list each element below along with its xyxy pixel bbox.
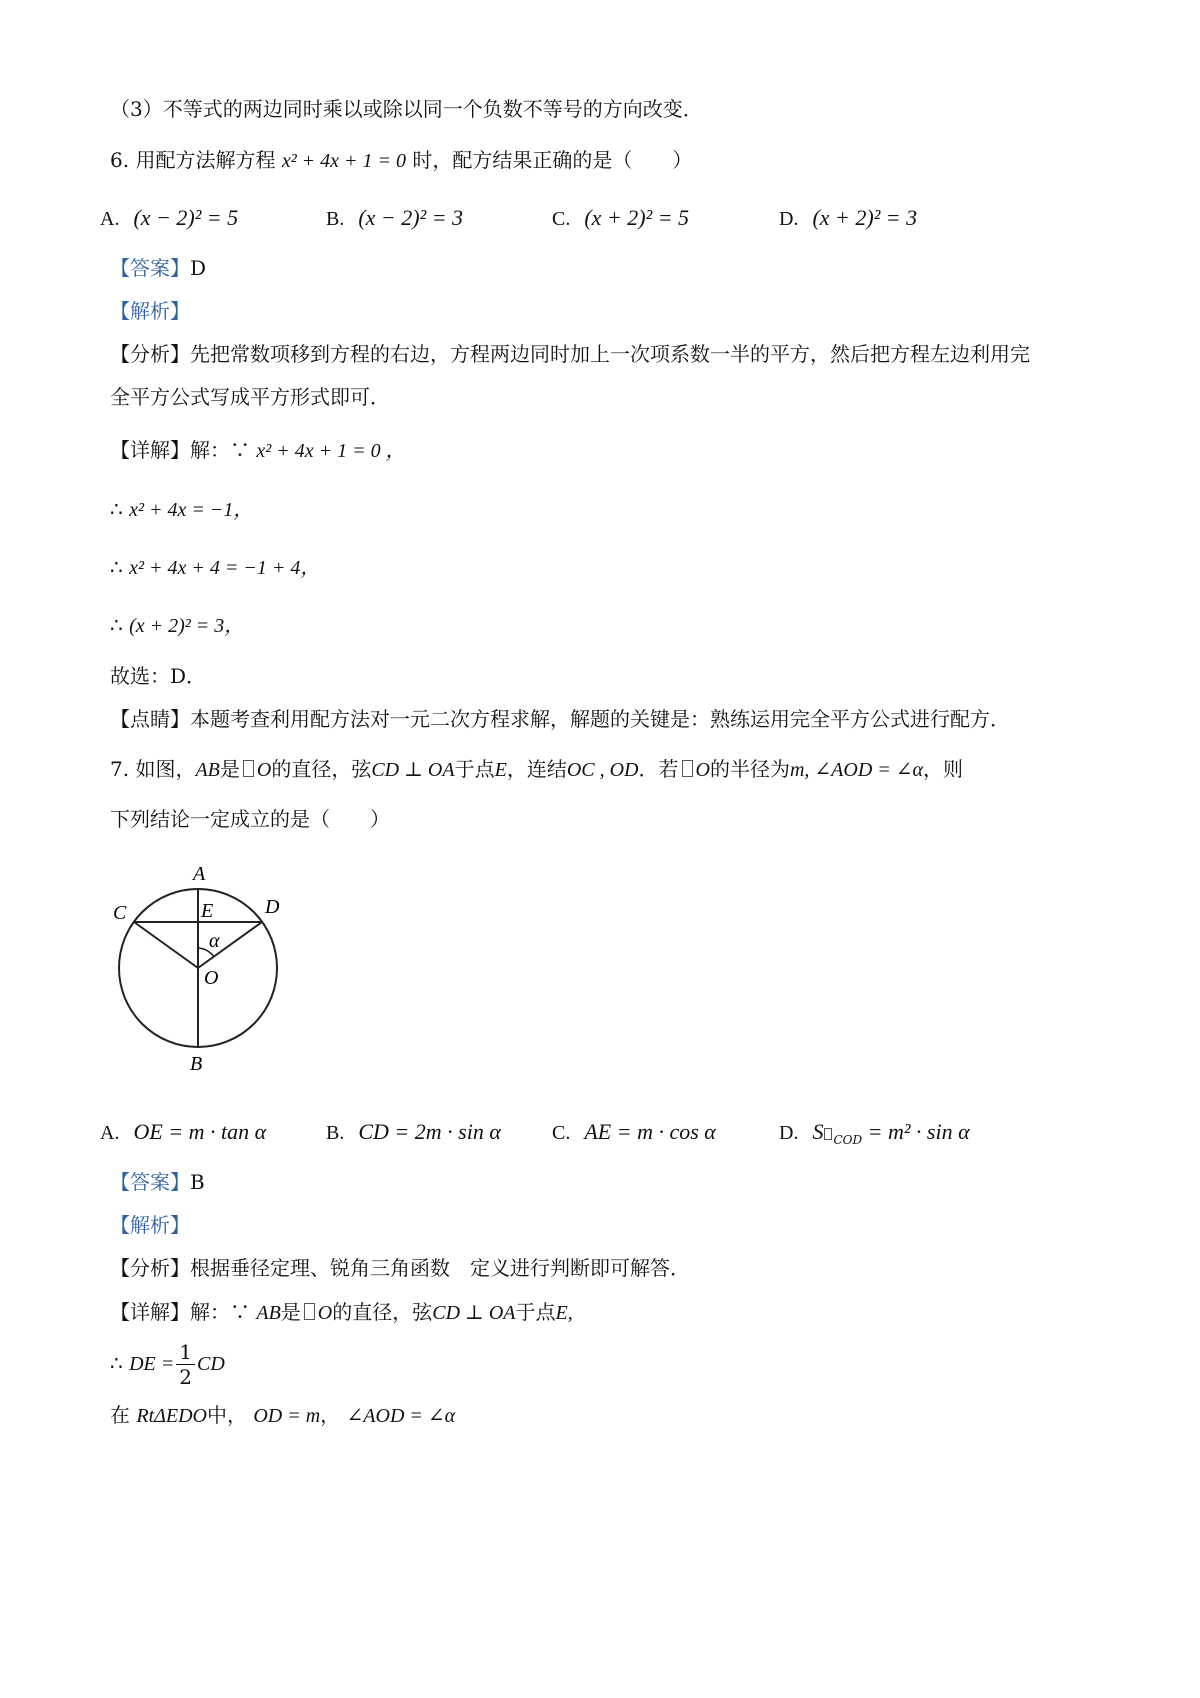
q6-answer [110,254,206,282]
circle-symbol-icon [243,760,254,777]
segment-oc [134,922,198,968]
circle-symbol-icon [682,760,693,777]
q6-step0: x² + 4x + 1 = 0 ， [256,440,406,462]
rule-3-text: （3）不等式的两边同时乘以或除以同一个负数不等号的方向改变． [110,97,703,121]
answer-tag: 【答案】 [110,1170,190,1194]
label-o: O [204,967,219,989]
q6-step2-line: ∴ x² + 4x + 4 = −1 + 4， [110,555,321,579]
q6-jiexi-tag: 【解析】 [110,299,190,323]
circle-figure [100,860,300,1080]
q6-step3: (x + 2)² = 3， [129,615,245,637]
label-b: B [190,1053,203,1075]
segment-od [198,922,262,968]
q6-equation: x² + 4x + 1 = 0 [281,150,407,172]
q6-prefix: 6. 用配方法解方程 [110,148,276,172]
q7-answer [110,1168,205,1196]
q6-stem [110,146,692,175]
q6-suffix: 时，配方结果正确的是（ ） [412,148,693,172]
answer-tag: 【答案】 [110,256,190,280]
q6-xiangjie: 【详解】解：∵ x² + 4x + 1 = 0 ， [110,438,406,462]
q7-de-line: ∴ DE = $\frac{1}{2}$ CD [110,1340,225,1389]
label-d: D [265,896,280,918]
q7-jiexi-tag: 【解析】 [110,1213,190,1237]
circle-symbol-icon [304,1303,315,1320]
q7-option-a: A. OE = m · tan α [100,1119,267,1144]
label-alpha: α [209,930,220,952]
q6-step2: x² + 4x + 4 = −1 + 4， [129,557,321,579]
label-c: C [113,902,127,924]
q7-option-c: C. AE = m · cos α [552,1119,716,1144]
q6-step3-line: ∴ (x + 2)² = 3， [110,613,245,637]
q7-fenxi: 【分析】根据垂径定理、锐角三角函数 定义进行判断即可解答． [110,1256,690,1280]
triangle-symbol-icon [824,1128,832,1140]
q6-dianjing: 【点睛】本题考查利用配方法对一元二次方程求解，解题的关键是：熟练运用完全平方公式进行配方． [110,707,1010,731]
q6-step1-line: ∴ x² + 4x = −1， [110,497,254,521]
q7-stem-line1: 7. 如图，AB是 O的直径，弦CD ⊥ OA于点E，连结OC , OD．若 O的半径为m, ∠AOD = ∠α，则 [110,757,964,781]
q6-option-d: D. (x + 2)² = 3 [779,205,918,230]
q6-option-a: A. (x − 2)² = 5 [100,205,239,230]
answer-value: D [190,256,207,280]
label-e: E [201,900,214,922]
q7-option-d: D. S $_{COD}$ = m² · sin α [779,1119,970,1147]
fraction-one-half: $\frac{1}{2}$ [176,1340,195,1389]
q7-stem-line2: 下列结论一定成立的是（ ） [110,807,390,831]
q7-last-line: 在 RtΔEDO中， OD = m， ∠AOD = ∠α [110,1403,456,1427]
q6-guxuan: 故选：D． [110,664,207,688]
label-a: A [193,863,206,885]
q7-option-b: B. CD = 2m · sin α [326,1119,501,1144]
q6-fenxi-line2: 全平方公式写成平方形式即可． [110,385,390,409]
q6-option-b: B. (x − 2)² = 3 [326,205,464,230]
q6-option-c: C. (x + 2)² = 5 [552,205,690,230]
answer-value: B [190,1170,205,1194]
q6-step1: x² + 4x = −1， [129,499,254,521]
q6-fenxi-line1: 【分析】先把常数项移到方程的右边，方程两边同时加上一次项系数一半的平方，然后把方程左边利用完 [110,342,1030,366]
q7-xiangjie: 【详解】解：∵ AB是 O的直径，弦CD ⊥ OA于点E, [110,1300,573,1324]
